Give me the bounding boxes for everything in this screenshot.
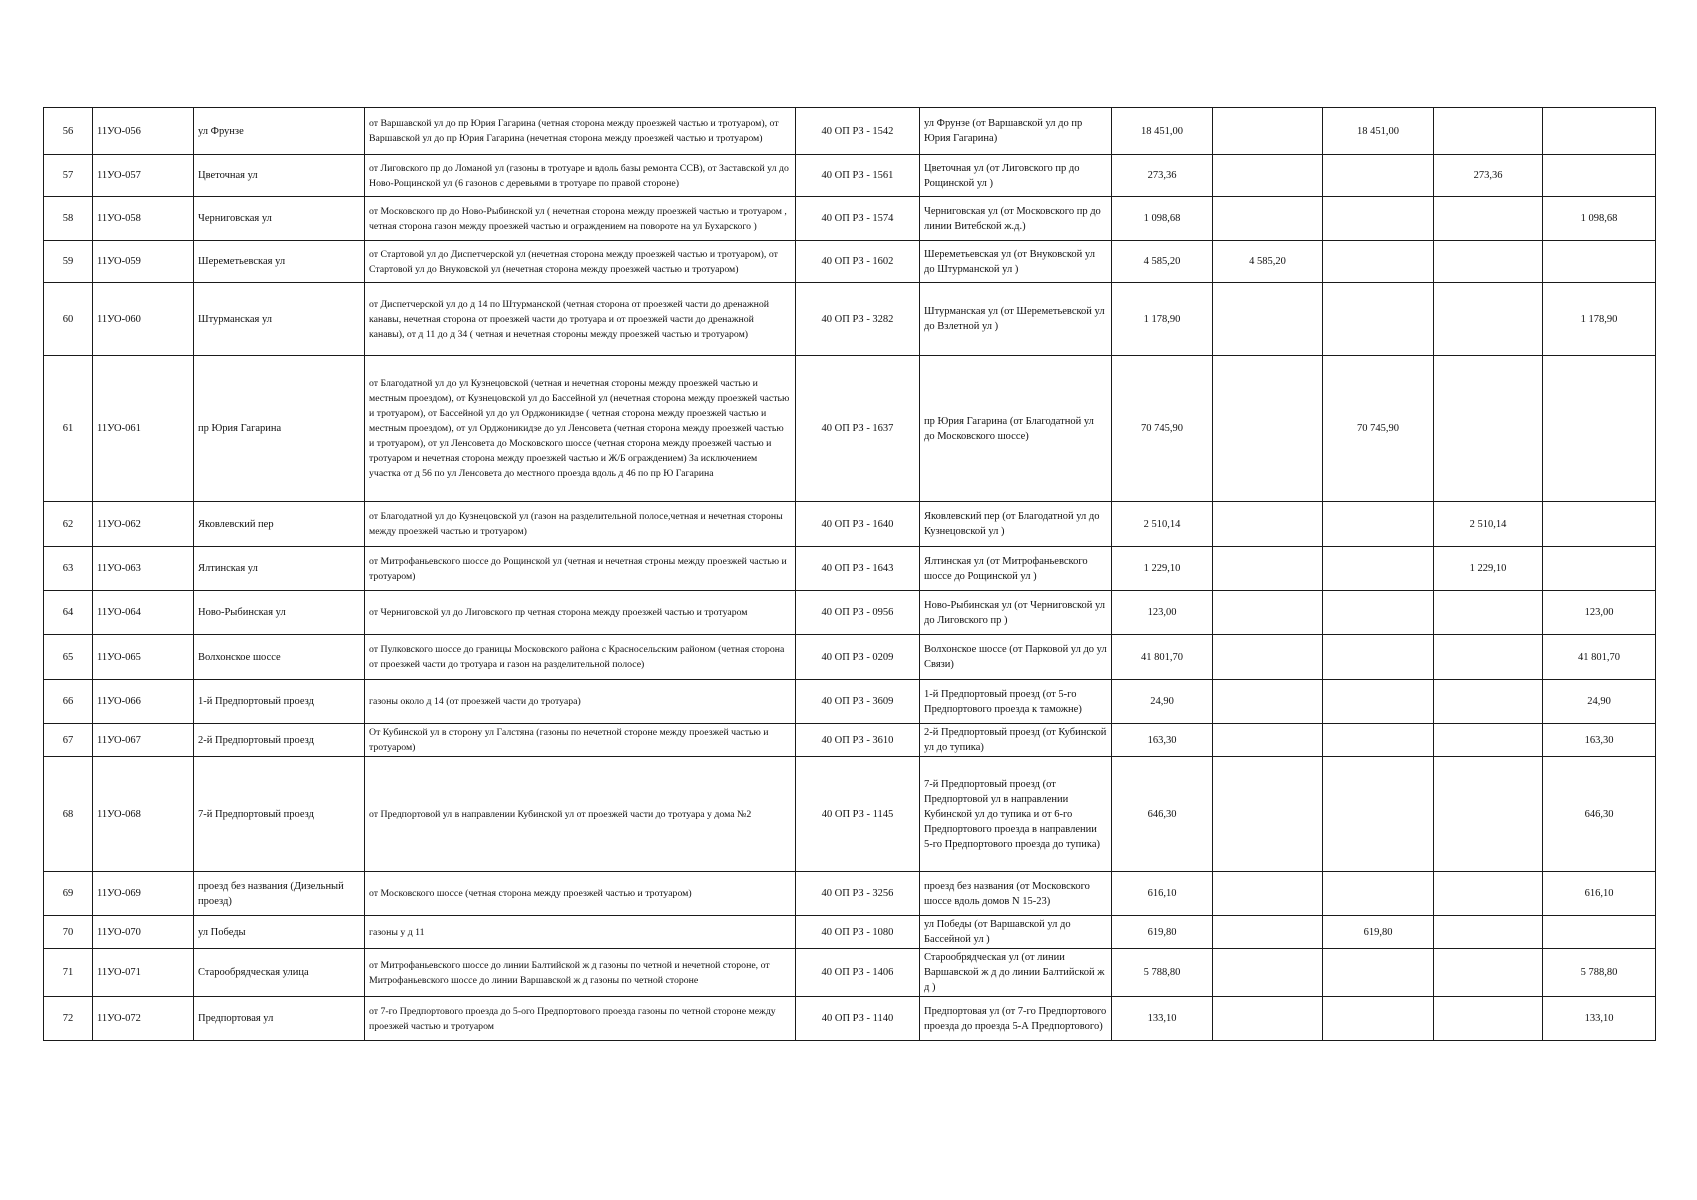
- total-area: 5 788,80: [1112, 949, 1213, 997]
- street-name: Ново-Рыбинская ул: [194, 591, 365, 635]
- row-number: 57: [44, 155, 93, 197]
- street-name: Старообрядческая улица: [194, 949, 365, 997]
- area-column-2: [1323, 724, 1434, 757]
- lawn-description: газоны около д 14 (от проезжей части до тротуара): [365, 680, 796, 724]
- total-area: 2 510,14: [1112, 502, 1213, 547]
- area-column-3: [1434, 283, 1543, 356]
- road-register-number: 40 ОП РЗ - 1561: [796, 155, 920, 197]
- area-column-2: [1323, 635, 1434, 680]
- object-code: 11УО-065: [93, 635, 194, 680]
- street-name: проезд без названия (Дизельный проезд): [194, 872, 365, 916]
- road-register-number: 40 ОП РЗ - 1602: [796, 241, 920, 283]
- road-register-number: 40 ОП РЗ - 1080: [796, 916, 920, 949]
- area-column-3: [1434, 680, 1543, 724]
- road-register-number: 40 ОП РЗ - 3256: [796, 872, 920, 916]
- total-area: 1 229,10: [1112, 547, 1213, 591]
- area-column-2: [1323, 283, 1434, 356]
- total-area: 4 585,20: [1112, 241, 1213, 283]
- area-column-2: [1323, 872, 1434, 916]
- area-column-1: [1213, 502, 1323, 547]
- road-register-number: 40 ОП РЗ - 3610: [796, 724, 920, 757]
- row-number: 61: [44, 356, 93, 502]
- lawn-description: от Благодатной ул до Кузнецовской ул (газон на разделительной полосе,четная и нечетная стороны между проезжей частью и тротуаром): [365, 502, 796, 547]
- street-name: 2-й Предпортовый проезд: [194, 724, 365, 757]
- area-column-3: 1 229,10: [1434, 547, 1543, 591]
- street-name: пр Юрия Гагарина: [194, 356, 365, 502]
- object-code: 11УО-069: [93, 872, 194, 916]
- area-column-4: [1543, 356, 1656, 502]
- total-area: 1 098,68: [1112, 197, 1213, 241]
- row-number: 64: [44, 591, 93, 635]
- road-register-number: 40 ОП РЗ - 3282: [796, 283, 920, 356]
- road-name: ул Фрунзе (от Варшавской ул до пр Юрия Гагарина): [920, 108, 1112, 155]
- area-column-4: [1543, 916, 1656, 949]
- area-column-4: 616,10: [1543, 872, 1656, 916]
- total-area: 41 801,70: [1112, 635, 1213, 680]
- road-name: Яковлевский пер (от Благодатной ул до Кузнецовской ул ): [920, 502, 1112, 547]
- area-column-2: [1323, 997, 1434, 1041]
- road-name: Ялтинская ул (от Митрофаньевского шоссе до Рощинской ул ): [920, 547, 1112, 591]
- area-column-1: [1213, 680, 1323, 724]
- area-column-2: [1323, 155, 1434, 197]
- table-row: [44, 591, 1656, 635]
- area-column-1: [1213, 108, 1323, 155]
- table-row: [44, 241, 1656, 283]
- table-row: [44, 283, 1656, 356]
- lawn-description: от Митрофаньевского шоссе до линии Балтийской ж д газоны по четной и нечетной стороне, от Митрофаньевского шоссе до линии Варшавской ж д газоны по четной стороне: [365, 949, 796, 997]
- road-register-number: 40 ОП РЗ - 3609: [796, 680, 920, 724]
- area-column-1: [1213, 283, 1323, 356]
- area-column-2: 18 451,00: [1323, 108, 1434, 155]
- total-area: 133,10: [1112, 997, 1213, 1041]
- area-column-1: [1213, 635, 1323, 680]
- road-name: Штурманская ул (от Шереметьевской ул до Взлетной ул ): [920, 283, 1112, 356]
- area-column-2: [1323, 197, 1434, 241]
- area-column-3: [1434, 997, 1543, 1041]
- street-name: 7-й Предпортовый проезд: [194, 757, 365, 872]
- row-number: 65: [44, 635, 93, 680]
- lawn-description: от 7-го Предпортового проезда до 5-ого Предпортового проезда газоны по четной стороне между проезжей частью и тротуаром: [365, 997, 796, 1041]
- lawn-description: от Предпортовой ул в направлении Кубинской ул от проезжей части до тротуара у дома №2: [365, 757, 796, 872]
- area-column-4: 133,10: [1543, 997, 1656, 1041]
- road-name: пр Юрия Гагарина (от Благодатной ул до Московского шоссе): [920, 356, 1112, 502]
- row-number: 56: [44, 108, 93, 155]
- object-code: 11УО-071: [93, 949, 194, 997]
- object-code: 11УО-058: [93, 197, 194, 241]
- lawn-description: газоны у д 11: [365, 916, 796, 949]
- area-column-1: 4 585,20: [1213, 241, 1323, 283]
- area-column-4: [1543, 241, 1656, 283]
- area-column-1: [1213, 197, 1323, 241]
- road-name: 7-й Предпортовый проезд (от Предпортовой ул в направлении Кубинской ул до тупика и от 6-го Предпортового проезда в направлении 5-го Предпортового проезда до тупика): [920, 757, 1112, 872]
- area-column-1: [1213, 757, 1323, 872]
- road-register-number: 40 ОП РЗ - 1643: [796, 547, 920, 591]
- road-name: Старообрядческая ул (от линии Варшавской ж д до линии Балтийской ж д ): [920, 949, 1112, 997]
- object-code: 11УО-070: [93, 916, 194, 949]
- area-column-2: [1323, 502, 1434, 547]
- area-column-2: [1323, 680, 1434, 724]
- area-column-4: [1543, 502, 1656, 547]
- table-row: [44, 547, 1656, 591]
- area-column-2: 70 745,90: [1323, 356, 1434, 502]
- area-column-3: [1434, 757, 1543, 872]
- table-row: [44, 635, 1656, 680]
- area-column-3: [1434, 356, 1543, 502]
- row-number: 68: [44, 757, 93, 872]
- road-name: Ново-Рыбинская ул (от Черниговской ул до Лиговского пр ): [920, 591, 1112, 635]
- road-name: Черниговская ул (от Московского пр до линии Витебской ж.д.): [920, 197, 1112, 241]
- road-register-number: 40 ОП РЗ - 1637: [796, 356, 920, 502]
- object-code: 11УО-072: [93, 997, 194, 1041]
- row-number: 71: [44, 949, 93, 997]
- table-row: [44, 997, 1656, 1041]
- table-row: [44, 724, 1656, 757]
- total-area: 616,10: [1112, 872, 1213, 916]
- area-column-3: [1434, 108, 1543, 155]
- total-area: 70 745,90: [1112, 356, 1213, 502]
- object-code: 11УО-063: [93, 547, 194, 591]
- road-name: ул Победы (от Варшавской ул до Бассейной ул ): [920, 916, 1112, 949]
- lawn-description: от Пулковского шоссе до границы Московского района с Красносельским районом (четная сторона от проезжей части до тротуара и газон на разделительной полосе): [365, 635, 796, 680]
- road-name: 1-й Предпортовый проезд (от 5-го Предпортового проезда к таможне): [920, 680, 1112, 724]
- area-column-4: 123,00: [1543, 591, 1656, 635]
- area-column-3: [1434, 635, 1543, 680]
- area-column-1: [1213, 724, 1323, 757]
- street-name: ул Победы: [194, 916, 365, 949]
- area-column-3: [1434, 241, 1543, 283]
- street-name: Штурманская ул: [194, 283, 365, 356]
- area-column-3: [1434, 197, 1543, 241]
- road-name: Шереметьевская ул (от Внуковской ул до Штурманской ул ): [920, 241, 1112, 283]
- area-column-4: 1 098,68: [1543, 197, 1656, 241]
- total-area: 24,90: [1112, 680, 1213, 724]
- area-column-2: [1323, 547, 1434, 591]
- area-column-3: 273,36: [1434, 155, 1543, 197]
- road-register-number: 40 ОП РЗ - 1406: [796, 949, 920, 997]
- row-number: 62: [44, 502, 93, 547]
- object-code: 11УО-057: [93, 155, 194, 197]
- lawn-description: от Московского пр до Ново-Рыбинской ул ( нечетная сторона между проезжей частью и тротуаром , четная сторона газон между проезжей частью и ограждением на повороте на ул Бухарского ): [365, 197, 796, 241]
- road-register-number: 40 ОП РЗ - 0956: [796, 591, 920, 635]
- street-name: Черниговская ул: [194, 197, 365, 241]
- street-name: Шереметьевская ул: [194, 241, 365, 283]
- street-name: Цветочная ул: [194, 155, 365, 197]
- area-column-4: [1543, 108, 1656, 155]
- table-row: [44, 949, 1656, 997]
- street-name: Предпортовая ул: [194, 997, 365, 1041]
- table-row: [44, 872, 1656, 916]
- object-code: 11УО-056: [93, 108, 194, 155]
- object-code: 11УО-062: [93, 502, 194, 547]
- area-column-4: 163,30: [1543, 724, 1656, 757]
- road-register-number: 40 ОП РЗ - 1542: [796, 108, 920, 155]
- area-column-2: [1323, 949, 1434, 997]
- row-number: 60: [44, 283, 93, 356]
- table-row: [44, 356, 1656, 502]
- road-register-number: 40 ОП РЗ - 1145: [796, 757, 920, 872]
- area-column-1: [1213, 591, 1323, 635]
- road-name: проезд без названия (от Московского шоссе вдоль домов N 15-23): [920, 872, 1112, 916]
- lawn-description: от Митрофаньевского шоссе до Рощинской ул (четная и нечетная строны между проезжей частью и тротуаром): [365, 547, 796, 591]
- object-code: 11УО-067: [93, 724, 194, 757]
- lawn-description: от Диспетчерской ул до д 14 по Штурманской (четная сторона от проезжей части до дренажной канавы, нечетная сторона от проезжей части до тротуара и от проезжей части до дренажной канавы), от д 11 до д 34 ( четная и нечетная стороны между проезжей частью и тротуаром): [365, 283, 796, 356]
- table-row: [44, 916, 1656, 949]
- area-column-4: 41 801,70: [1543, 635, 1656, 680]
- area-column-3: [1434, 724, 1543, 757]
- area-column-3: [1434, 949, 1543, 997]
- road-name: Волхонское шоссе (от Парковой ул до ул Связи): [920, 635, 1112, 680]
- area-column-2: [1323, 241, 1434, 283]
- object-code: 11УО-060: [93, 283, 194, 356]
- lawn-description: от Варшавской ул до пр Юрия Гагарина (четная сторона между проезжей частью и тротуаром), от Варшавской ул до пр Юрия Гагарина (нечетная сторона между проезжей частью и тротуаром): [365, 108, 796, 155]
- total-area: 123,00: [1112, 591, 1213, 635]
- area-column-3: [1434, 916, 1543, 949]
- total-area: 18 451,00: [1112, 108, 1213, 155]
- table-row: [44, 502, 1656, 547]
- area-column-4: 1 178,90: [1543, 283, 1656, 356]
- area-column-3: [1434, 872, 1543, 916]
- area-column-1: [1213, 949, 1323, 997]
- street-name: ул Фрунзе: [194, 108, 365, 155]
- area-column-2: 619,80: [1323, 916, 1434, 949]
- row-number: 58: [44, 197, 93, 241]
- area-column-1: [1213, 547, 1323, 591]
- total-area: 619,80: [1112, 916, 1213, 949]
- object-code: 11УО-068: [93, 757, 194, 872]
- table-row: [44, 108, 1656, 155]
- total-area: 163,30: [1112, 724, 1213, 757]
- table-row: [44, 680, 1656, 724]
- total-area: 1 178,90: [1112, 283, 1213, 356]
- area-column-1: [1213, 916, 1323, 949]
- road-name: Предпортовая ул (от 7-го Предпортового проезда до проезда 5-А Предпортового): [920, 997, 1112, 1041]
- area-column-2: [1323, 591, 1434, 635]
- road-name: Цветочная ул (от Лиговского пр до Рощинской ул ): [920, 155, 1112, 197]
- table-row: [44, 155, 1656, 197]
- total-area: 646,30: [1112, 757, 1213, 872]
- table-row: [44, 757, 1656, 872]
- street-name: Волхонское шоссе: [194, 635, 365, 680]
- area-column-4: [1543, 155, 1656, 197]
- area-column-4: 646,30: [1543, 757, 1656, 872]
- area-column-1: [1213, 872, 1323, 916]
- lawn-description: от Черниговской ул до Лиговского пр четная сторона между проезжей частью и тротуаром: [365, 591, 796, 635]
- area-column-1: [1213, 997, 1323, 1041]
- object-code: 11УО-061: [93, 356, 194, 502]
- area-column-3: 2 510,14: [1434, 502, 1543, 547]
- area-column-4: 5 788,80: [1543, 949, 1656, 997]
- table-row: [44, 197, 1656, 241]
- area-column-4: [1543, 547, 1656, 591]
- lawn-description: от Московского шоссе (четная сторона между проезжей частью и тротуаром): [365, 872, 796, 916]
- table-body: [44, 108, 1656, 1041]
- road-register-number: 40 ОП РЗ - 1140: [796, 997, 920, 1041]
- row-number: 63: [44, 547, 93, 591]
- object-code: 11УО-059: [93, 241, 194, 283]
- lawn-description: от Благодатной ул до ул Кузнецовской (четная и нечетная стороны между проезжей частью и местным проездом), от Кузнецовской ул до Бассейной ул (нечетная сторона между проезжей частью и тротуаром), от Бассейной ул до ул Орджоникидзе ( четная сторона между проезжей частью и местным проездом), от ул Орджоникидзе до ул Ленсовета (четная сторона между проезжей частью и тротуаром), от ул Ленсовета до Московского шоссе (четная сторона между проезжей частью и тротуаром и нечетная сторона между проезжей частью и Ж/Б ограждением) За исключением участка от д 56 по ул Ленсовета до местного проезда вдоль д 46 по пр Ю Гагарина: [365, 356, 796, 502]
- row-number: 66: [44, 680, 93, 724]
- area-column-4: 24,90: [1543, 680, 1656, 724]
- register-table: [43, 107, 1656, 1041]
- street-name: 1-й Предпортовый проезд: [194, 680, 365, 724]
- area-column-2: [1323, 757, 1434, 872]
- road-name: 2-й Предпортовый проезд (от Кубинской ул до тупика): [920, 724, 1112, 757]
- area-column-1: [1213, 155, 1323, 197]
- row-number: 67: [44, 724, 93, 757]
- total-area: 273,36: [1112, 155, 1213, 197]
- street-name: Яковлевский пер: [194, 502, 365, 547]
- row-number: 72: [44, 997, 93, 1041]
- road-register-number: 40 ОП РЗ - 1640: [796, 502, 920, 547]
- lawn-description: От Кубинской ул в сторону ул Галстяна (газоны по нечетной стороне между проезжей частью и тротуаром): [365, 724, 796, 757]
- road-register-number: 40 ОП РЗ - 0209: [796, 635, 920, 680]
- object-code: 11УО-066: [93, 680, 194, 724]
- row-number: 59: [44, 241, 93, 283]
- area-column-1: [1213, 356, 1323, 502]
- area-column-3: [1434, 591, 1543, 635]
- road-register-number: 40 ОП РЗ - 1574: [796, 197, 920, 241]
- row-number: 69: [44, 872, 93, 916]
- street-name: Ялтинская ул: [194, 547, 365, 591]
- object-code: 11УО-064: [93, 591, 194, 635]
- lawn-description: от Стартовой ул до Диспетчерской ул (нечетная сторона между проезжей частью и тротуаром), от Стартовой ул до Внуковской ул (нечетная сторона между проезжей частью и тротуаром): [365, 241, 796, 283]
- lawn-description: от Лиговского пр до Ломаной ул (газоны в тротуаре и вдоль базы ремонта ССВ), от Заставской ул до Ново-Рощинской ул (6 газонов с деревьями в тротуаре по правой стороне): [365, 155, 796, 197]
- row-number: 70: [44, 916, 93, 949]
